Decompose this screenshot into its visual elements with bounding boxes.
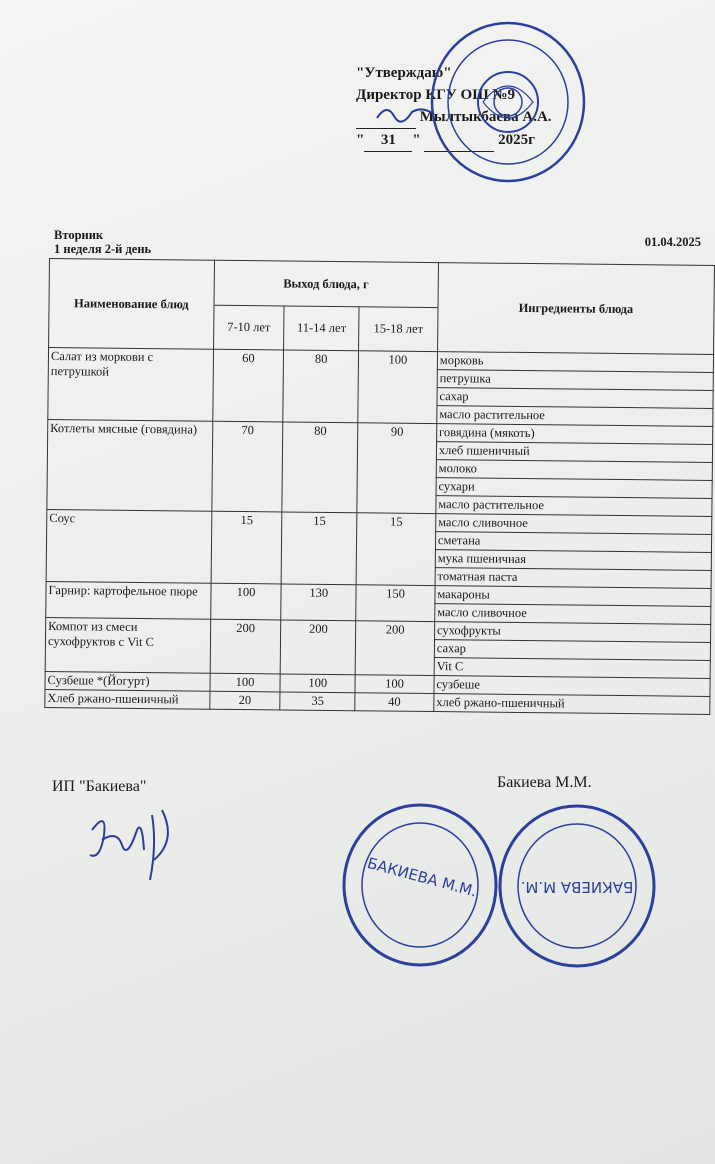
entrepreneur-seal-left bbox=[340, 800, 500, 970]
approval-title: "Утверждаю" bbox=[356, 65, 452, 81]
portion-weight: 60 bbox=[212, 349, 284, 422]
portion-weight: 35 bbox=[280, 692, 355, 711]
director-signature bbox=[372, 98, 442, 128]
ingredient: сахар bbox=[437, 388, 713, 409]
seal-right-name: БАКИЕВА М.М. bbox=[520, 878, 634, 896]
approval-position: Директор КГУ ОШ №9 bbox=[356, 87, 516, 103]
portion-weight: 15 bbox=[281, 512, 356, 585]
ingredient: масло растительное bbox=[436, 496, 712, 517]
age-group-header: 7-10 лет bbox=[213, 305, 284, 350]
portion-weight: 100 bbox=[210, 583, 281, 620]
ingredient: говядина (мякоть) bbox=[436, 424, 712, 445]
portion-weight: 100 bbox=[358, 351, 437, 424]
ingredient: мука пшеничная bbox=[435, 550, 711, 571]
portion-weight: 15 bbox=[211, 511, 283, 584]
portion-weight: 80 bbox=[282, 422, 358, 513]
menu-date: 01.04.2025 bbox=[644, 235, 701, 249]
dish-name: Компот из смеси сухофруктов с Vit C bbox=[45, 617, 210, 673]
portion-weight: 20 bbox=[209, 691, 280, 710]
portion-weight: 100 bbox=[210, 673, 281, 692]
col-ingredients-header: Ингредиенты блюда bbox=[437, 263, 714, 355]
ingredient: масло сливочное bbox=[436, 514, 712, 535]
ingredient: петрушка bbox=[437, 370, 713, 391]
ingredient: молоко bbox=[436, 460, 712, 481]
portion-weight: 90 bbox=[357, 423, 437, 514]
portion-weight: 100 bbox=[280, 674, 355, 693]
dish-name: Хлеб ржано-пшеничный bbox=[45, 689, 210, 709]
portion-weight: 200 bbox=[210, 619, 281, 674]
entrepreneur-name: Бакиева М.М. bbox=[497, 774, 592, 791]
ingredient: сухари bbox=[436, 478, 712, 499]
ingredient: масло сливочное bbox=[435, 604, 711, 625]
ingredient: хлеб ржано-пшеничный bbox=[434, 694, 710, 715]
ingredient: сахар bbox=[434, 640, 710, 661]
portion-weight: 150 bbox=[356, 585, 435, 622]
approval-date-line: " 31 " 2025г bbox=[356, 129, 596, 152]
ingredient: сметана bbox=[435, 532, 711, 553]
portion-weight: 200 bbox=[355, 621, 434, 676]
entrepreneur-label: ИП "Бакиева" bbox=[52, 778, 147, 795]
portion-weight: 80 bbox=[283, 350, 358, 423]
approval-director-name: Мылтыкбаева А.А. bbox=[419, 109, 552, 125]
weekday: Вторник bbox=[54, 228, 104, 242]
ingredient: сухофрукты bbox=[434, 622, 710, 643]
ingredient: масло растительное bbox=[437, 406, 713, 427]
dish-name: Сузбеше *(Йогурт) bbox=[45, 671, 210, 691]
col-output-header: Выход блюда, г bbox=[214, 260, 439, 307]
portion-weight: 100 bbox=[355, 675, 434, 694]
seal-left-name: БАКИЕВА М.М. bbox=[365, 854, 479, 901]
col-name-header: Наименование блюд bbox=[49, 259, 215, 350]
age-group-header: 11-14 лет bbox=[284, 306, 359, 351]
dish-name: Салат из моркови с петрушкой bbox=[48, 348, 213, 422]
dish-name: Гарнир: картофельное пюре bbox=[46, 581, 211, 619]
school-seal bbox=[428, 20, 588, 185]
entrepreneur-signature bbox=[82, 800, 192, 890]
ingredient: Vit C bbox=[434, 658, 710, 679]
dish-name: Соус bbox=[46, 509, 211, 583]
ingredient: морковь bbox=[437, 352, 713, 373]
menu-table bbox=[44, 258, 715, 715]
portion-weight: 15 bbox=[356, 513, 435, 586]
age-group-header: 15-18 лет bbox=[359, 307, 438, 352]
ingredient: сузбеше bbox=[434, 676, 710, 697]
portion-weight: 70 bbox=[211, 421, 283, 512]
week-day-label: 1 неделя 2-й день bbox=[54, 242, 152, 256]
ingredient: томатная паста bbox=[435, 568, 711, 589]
entrepreneur-seal-right bbox=[496, 802, 658, 970]
portion-weight: 40 bbox=[355, 693, 434, 712]
dish-name: Котлеты мясные (говядина) bbox=[47, 419, 213, 511]
portion-weight: 200 bbox=[281, 620, 356, 675]
ingredient: хлеб пшеничный bbox=[436, 442, 712, 463]
approval-year: 2025г bbox=[498, 132, 535, 148]
ingredient: макароны bbox=[435, 586, 711, 607]
approval-day: 31 bbox=[364, 129, 412, 152]
day-header bbox=[54, 228, 151, 256]
portion-weight: 130 bbox=[281, 584, 356, 621]
